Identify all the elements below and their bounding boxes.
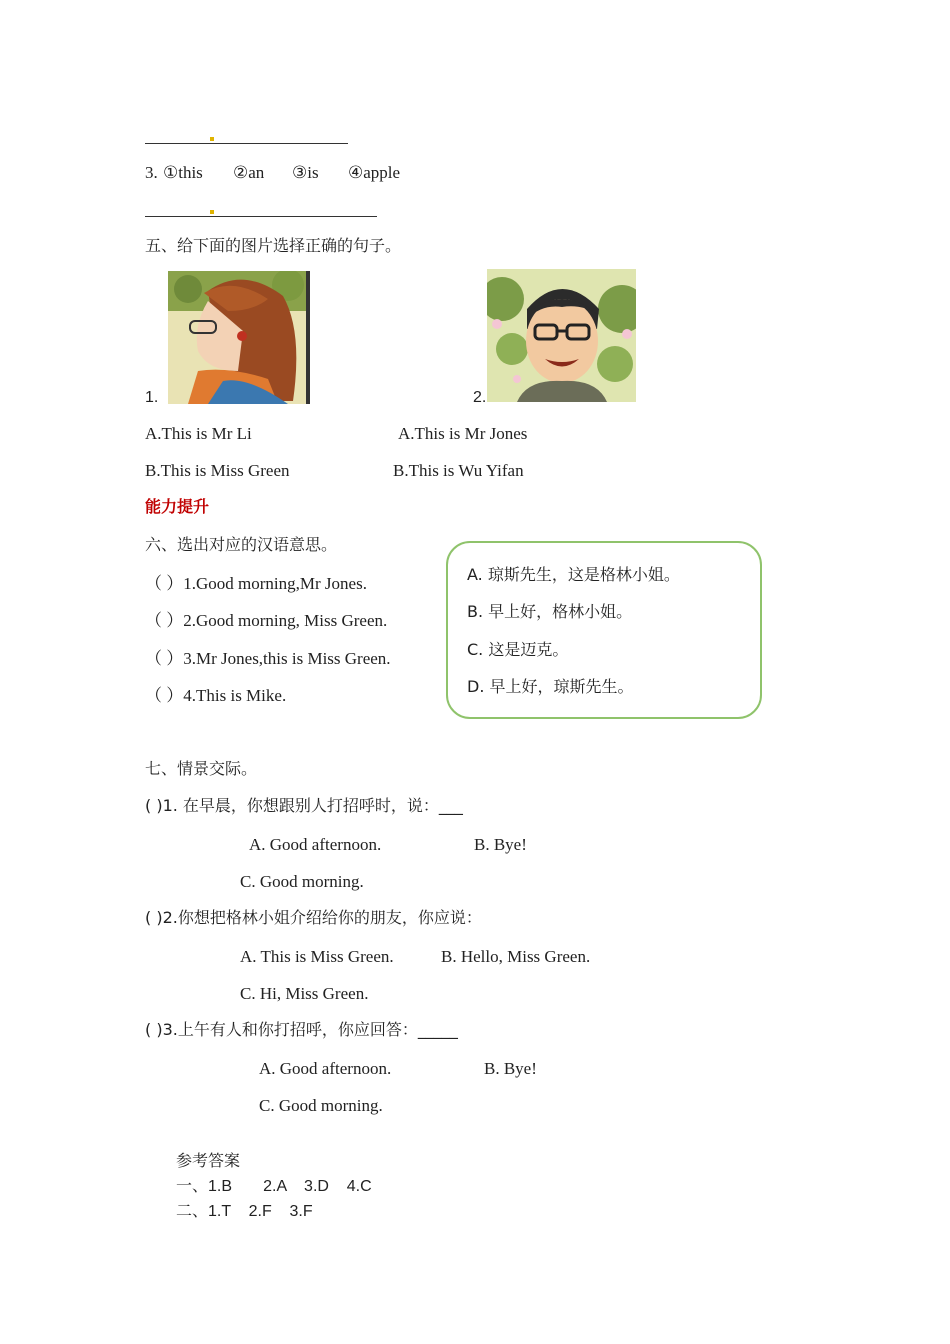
section5-q1-option-a: A.This is Mr Li xyxy=(145,424,252,443)
q3-word-1: ①this xyxy=(163,163,203,182)
q3-number: 3. xyxy=(145,163,158,182)
section7-title: 七、情景交际。 xyxy=(145,759,258,778)
section7-q1-option-a: A. Good afternoon. xyxy=(249,835,382,854)
q3-word-4: ④apple xyxy=(348,163,401,182)
section6-item-3: （ ）3.Mr Jones,this is Miss Green. xyxy=(145,649,391,668)
section7-q1-option-c: C. Good morning. xyxy=(240,872,364,891)
section7-q3-option-a: A. Good afternoon. xyxy=(259,1059,392,1078)
section6-title: 六、选出对应的汉语意思。 xyxy=(145,535,338,554)
section5-q2-option-a: A.This is Mr Jones xyxy=(398,424,528,443)
answers-line-2: 二、1.T 2.F 3.F xyxy=(176,1203,313,1220)
man-portrait-image xyxy=(487,269,636,402)
section7-q1-option-b: B. Bye! xyxy=(474,835,527,854)
answer-line-3 xyxy=(145,216,377,217)
answers-line-1: 一、1.B 2.A 3.D 4.C xyxy=(176,1178,372,1195)
section6-item-1: （ ）1.Good morning,Mr Jones. xyxy=(145,574,367,593)
section6-option-a: A. 琼斯先生，这是格林小姐。 xyxy=(467,565,680,584)
section6-item-2: （ ）2.Good morning, Miss Green. xyxy=(145,611,388,630)
ability-heading: 能力提升 xyxy=(145,497,210,516)
section6-option-c: C. 这是迈克。 xyxy=(467,640,569,659)
section7-q3-option-c: C. Good morning. xyxy=(259,1096,383,1115)
mark-dot xyxy=(210,137,214,141)
section6-option-d: D. 早上好，琼斯先生。 xyxy=(467,677,634,696)
section5-q1-number: 1. xyxy=(145,389,159,406)
section7-q2-option-b: B. Hello, Miss Green. xyxy=(441,947,591,966)
answer-line-2 xyxy=(145,143,348,144)
section5-title: 五、给下面的图片选择正确的句子。 xyxy=(145,236,402,255)
answers-title: 参考答案 xyxy=(176,1151,241,1170)
section7-q3-prompt: ( )3.上午有人和你打招呼，你应回答：_____ xyxy=(145,1020,458,1039)
section7-q2-prompt: ( )2.你想把格林小姐介绍给你的朋友，你应说： xyxy=(145,908,482,927)
section5-q2-option-b: B.This is Wu Yifan xyxy=(393,461,524,480)
section7-q2-option-c: C. Hi, Miss Green. xyxy=(240,984,369,1003)
section7-q1-prompt: ( )1. 在早晨，你想跟别人打招呼时，说：___ xyxy=(145,796,463,815)
section6-option-b: B. 早上好，格林小姐。 xyxy=(467,602,633,621)
section5-q2-number: 2. xyxy=(473,389,487,406)
q3-word-2: ②an xyxy=(233,163,265,182)
section5-q1-option-b: B.This is Miss Green xyxy=(145,461,290,480)
section7-q3-option-b: B. Bye! xyxy=(484,1059,537,1078)
section7-q2-option-a: A. This is Miss Green. xyxy=(240,947,394,966)
woman-portrait-image xyxy=(168,271,310,404)
section6-item-4: （ ）4.This is Mike. xyxy=(145,686,287,705)
mark-dot xyxy=(210,210,214,214)
q3-word-3: ③is xyxy=(292,163,319,182)
